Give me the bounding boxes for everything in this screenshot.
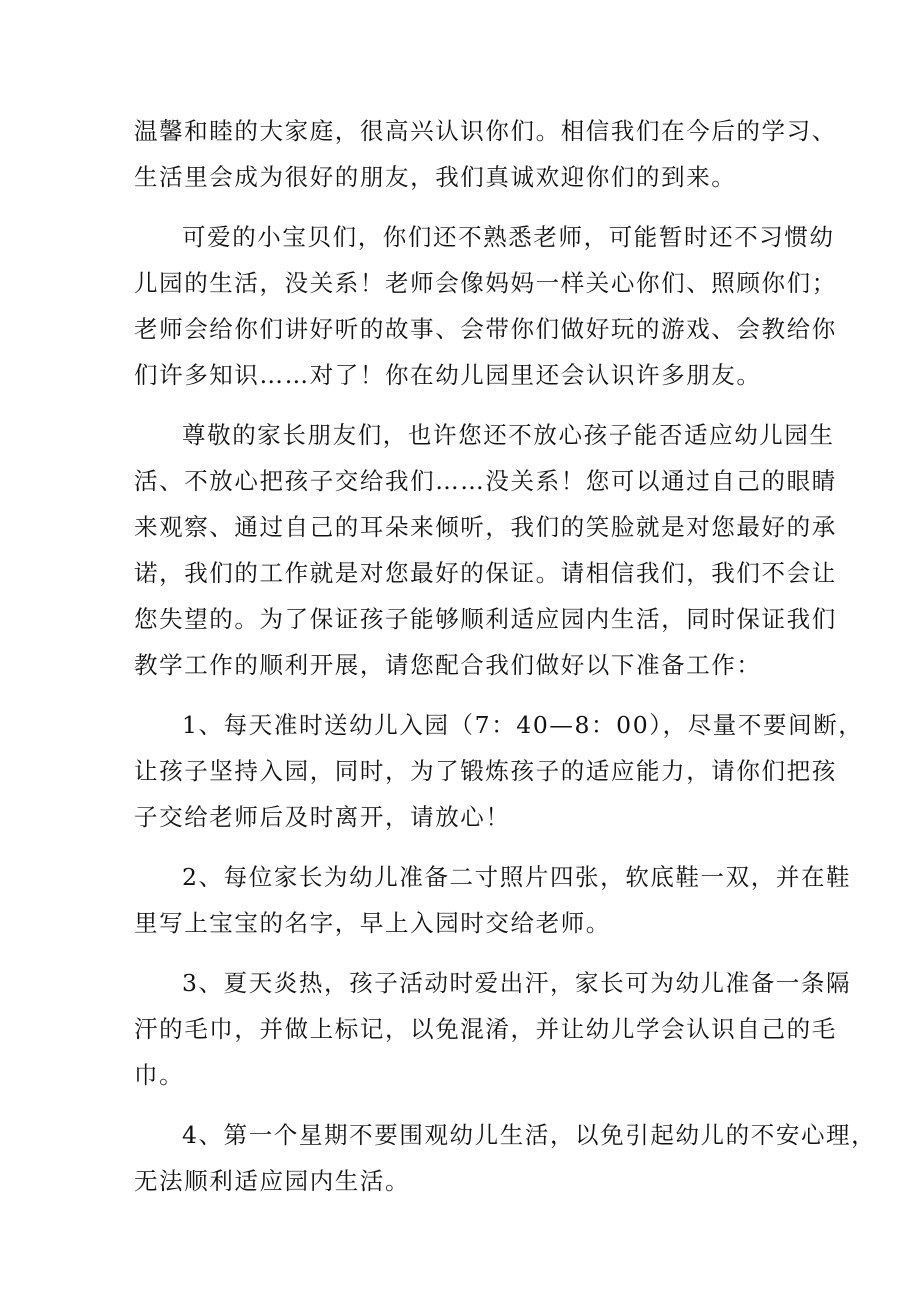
paragraph-gap — [134, 840, 794, 854]
text-line: 3、夏天炎热，孩子活动时爱出汗，家长可为幼儿准备一条隔 — [182, 969, 852, 997]
text-line: 汗的毛巾，并做上标记，以免混淆，并让幼儿学会认识自己的毛 — [134, 1015, 837, 1043]
text-line: 儿园的生活，没关系！老师会像妈妈一样关心你们、照顾你们； — [134, 269, 837, 297]
text-line: 2、每位家长为幼儿准备二寸照片四张，软底鞋一双，并在鞋 — [182, 863, 852, 891]
list-item-1 — [134, 702, 864, 840]
text-line: 诺，我们的工作就是对您最好的保证。请相信我们，我们不会让 — [134, 559, 837, 587]
paragraph-welcome-continued — [134, 108, 837, 200]
text-line: 4、第一个星期不要围观幼儿生活，以免引起幼儿的不安心理， — [182, 1121, 877, 1149]
text-line: 巾。 — [134, 1061, 185, 1089]
text-line: 活、不放心把孩子交给我们……没关系！您可以通过自己的眼睛 — [134, 467, 837, 495]
text-line: 老师会给你们讲好听的故事、会带你们做好玩的游戏、会教给你 — [134, 315, 837, 343]
paragraph-to-children — [134, 214, 837, 398]
text-line: 子交给老师后及时离开，请放心！ — [134, 803, 511, 831]
list-item-3 — [134, 960, 852, 1098]
text-line: 来观察、通过自己的耳朵来倾听，我们的笑脸就是对您最好的承 — [134, 513, 837, 541]
text-line: 您失望的。为了保证孩子能够顺利适应园内生活，同时保证我们 — [134, 605, 837, 633]
paragraph-gap — [134, 200, 794, 214]
text-line: 生活里会成为很好的朋友，我们真诚欢迎你们的到来。 — [134, 163, 737, 191]
paragraph-gap — [134, 688, 794, 702]
paragraph-to-parents — [134, 412, 837, 688]
paragraph-gap — [134, 946, 794, 960]
text-line: 尊敬的家长朋友们，也许您还不放心孩子能否适应幼儿园生 — [182, 421, 835, 449]
text-line: 1、每天准时送幼儿入园（7：40—8：00），尽量不要间断， — [182, 711, 864, 739]
text-line: 温馨和睦的大家庭，很高兴认识你们。相信我们在今后的学习、 — [134, 117, 837, 145]
text-line: 让孩子坚持入园，同时，为了锻炼孩子的适应能力，请你们把孩 — [134, 757, 837, 785]
text-line: 们许多知识……对了！你在幼儿园里还会认识许多朋友。 — [134, 361, 762, 389]
paragraph-gap — [134, 398, 794, 412]
list-item-2 — [134, 854, 852, 946]
text-line: 里写上宝宝的名字，早上入园时交给老师。 — [134, 909, 611, 937]
paragraph-gap — [134, 1098, 794, 1112]
document-body — [134, 108, 877, 1204]
text-line: 教学工作的顺利开展，请您配合我们做好以下准备工作： — [134, 651, 762, 679]
text-line: 可爱的小宝贝们，你们还不熟悉老师，可能暂时还不习惯幼 — [182, 223, 835, 251]
text-line: 无法顺利适应园内生活。 — [134, 1167, 411, 1195]
list-item-4 — [134, 1112, 877, 1204]
